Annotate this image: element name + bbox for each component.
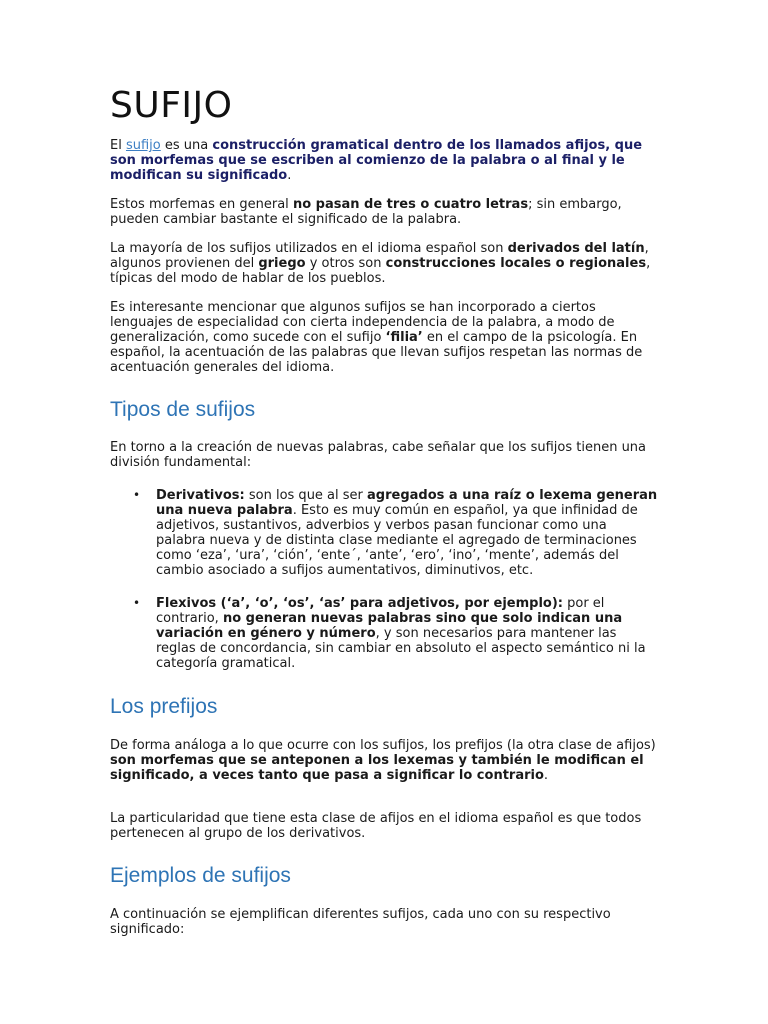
p3-text-2: , algunos provienen del xyxy=(110,241,649,271)
paragraph-prefijos xyxy=(110,738,658,783)
p4-text-2: en el campo de la psicología. En español, la acentuación de las palabras que llevan sufijos respetan las normas de acentuación generales del idioma. xyxy=(110,330,643,375)
intro-text-3: . xyxy=(287,168,292,183)
li2-text-1: por el contrario, xyxy=(156,596,605,626)
li1-bold-1: Derivativos: xyxy=(156,488,245,503)
paragraph-ejemplos: A continuación se ejemplifican diferentes sufijos, cada uno con su respectivo significado: xyxy=(110,907,611,937)
heading-ejemplos-de-sufijos: Ejemplos de sufijos xyxy=(110,864,291,887)
li1-bold-2: agregados a una raíz o lexema generan una nueva palabra xyxy=(156,488,658,518)
p2-text-1: Estos morfemas en general xyxy=(110,197,293,212)
paragraph-division: En torno a la creación de nuevas palabras, cabe señalar que los sufijos tienen una división fundamental: xyxy=(110,440,647,470)
p3-text-1: La mayoría de los sufijos utilizados en el idioma español son xyxy=(110,241,508,256)
paragraph-origen xyxy=(110,241,658,286)
p3-bold-3: construcciones locales o regionales xyxy=(385,256,647,271)
list-item-derivativos xyxy=(133,488,658,578)
heading-los-prefijos: Los prefijos xyxy=(110,695,218,718)
p6-bold-1: son morfemas que se anteponen a los lexemas y también le modifican el significado, a veces tanto que pasa a significar lo contrario xyxy=(110,753,644,783)
li1-text-2: . Esto es muy común en español, ya que infinidad de adjetivos, sustantivos, adverbios y verbos pasan funcionar como una palabra nueva y de distinta clase mediante el agregado de terminaciones como ‘eza’, ‘ura’, ‘ción’, ‘ente´, ‘ante’, ‘ero’, ‘ino’, ‘mente’, además del cambio asociado a sufijos aumentativos, diminutivos, etc. xyxy=(156,503,638,578)
intro-definition: construcción gramatical dentro de los llamados afijos, que son morfemas que se escriben al comienzo de la palabra o al final y le modifican su significado xyxy=(110,138,643,183)
paragraph-especialidad xyxy=(110,300,658,375)
heading-tipos-de-sufijos: Tipos de sufijos xyxy=(110,398,256,421)
p3-text-3: y otros son xyxy=(305,256,386,271)
li2-bold-2: no generan nuevas palabras sino que solo indican una variación en género y número xyxy=(156,611,623,641)
sufijo-types-list xyxy=(133,488,658,578)
sufijo-types-list-2 xyxy=(133,596,658,671)
intro-text-1: El xyxy=(110,138,126,153)
p3-text-4: , típicas del modo de hablar de los pueblos. xyxy=(110,256,651,286)
intro-text-2: es una xyxy=(160,138,213,153)
page-title: SUFIJO xyxy=(110,85,233,126)
p4-bold-1: ‘filia’ xyxy=(385,330,423,345)
li2-text-2: , y son necesarios para mantener las reglas de concordancia, sin cambiar en absoluto el aspecto semántico ni la categoría gramatical. xyxy=(156,626,646,671)
p3-bold-2: griego xyxy=(258,256,306,271)
intro-paragraph xyxy=(110,138,658,183)
bullet-icon: • xyxy=(133,596,141,610)
p2-text-2: ; sin embargo, pueden cambiar bastante el significado de la palabra. xyxy=(110,197,622,227)
p2-bold-1: no pasan de tres o cuatro letras xyxy=(292,197,529,212)
li2-bold-1: Flexivos (‘a’, ‘o’, ‘os’, ‘as’ para adjetivos, por ejemplo): xyxy=(156,596,563,611)
p6-text-2: . xyxy=(543,768,549,783)
p3-bold-1: derivados del latín xyxy=(507,241,645,256)
p4-text-1: Es interesante mencionar que algunos sufijos se han incorporado a ciertos lenguajes de especialidad con cierta independencia de la palabra, a modo de generalización, como sucede con el sufijo xyxy=(110,300,615,345)
list-item-flexivos xyxy=(133,596,658,671)
li1-text-1: son los que al ser xyxy=(244,488,368,503)
p6-text-1: De forma análoga a lo que ocurre con los sufijos, los prefijos (la otra clase de afijos) xyxy=(110,738,656,753)
paragraph-morfemas xyxy=(110,197,658,227)
bullet-icon: • xyxy=(133,488,141,502)
sufijo-link[interactable]: sufijo xyxy=(125,138,161,153)
paragraph-particularidad: La particularidad que tiene esta clase de afijos en el idioma español es que todos pertenecen al grupo de los derivativos. xyxy=(110,811,642,841)
